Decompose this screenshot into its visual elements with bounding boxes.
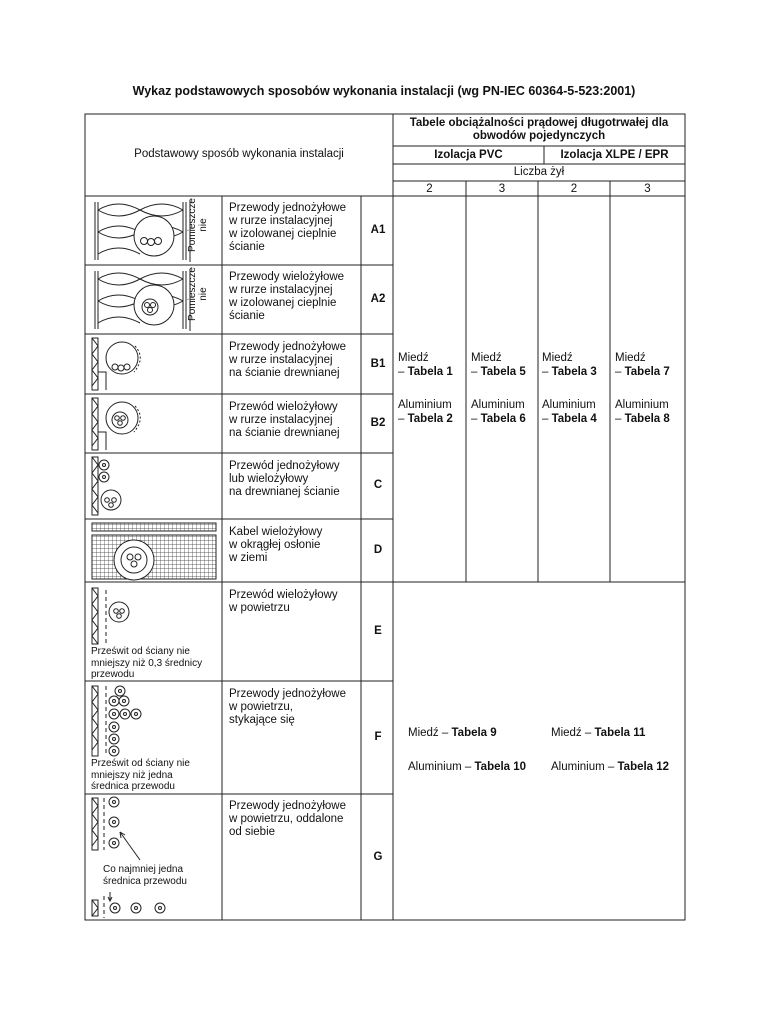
- cores-xlpe-3: 3: [644, 183, 651, 195]
- diagram-d: [92, 523, 216, 580]
- clearance-note: Prześwit od ściany nie mniejszy niż 0,3 średnicy przewodu: [91, 646, 203, 680]
- pvc-header: Izolacja PVC: [434, 149, 503, 161]
- tables-column-header: Tabele obciążalności prądowej długotrwałej dla obwodów pojedynczych: [409, 117, 669, 142]
- cores-pvc-2: 2: [426, 183, 433, 195]
- cores-xlpe-2: 2: [570, 183, 578, 195]
- method-code: F: [374, 731, 382, 743]
- room-label: Pomieszcze nie: [187, 267, 209, 321]
- xlpe-header: Izolacja XLPE / EPR: [560, 149, 669, 161]
- method-description: Przewody jednożyłowe w powietrzu, oddalone od siebie: [229, 800, 346, 838]
- diagram-a2: [95, 271, 186, 329]
- page-title: Wykaz podstawowych sposobów wykonania instalacji (wg PN-IEC 60364-5-523:2001): [132, 84, 636, 98]
- method-description: Przewód jednożyłowy lub wielożyłowy na drewnianej ścianie: [229, 460, 340, 498]
- ref-pvc2-copper: Miedź – Tabela 1: [398, 352, 453, 378]
- method-column-header: Podstawowy sposób wykonania instalacji: [134, 148, 344, 160]
- table-ref: Tabela 6: [480, 413, 526, 425]
- table-ref: Tabela 9: [451, 727, 497, 739]
- diagram-a1: [95, 202, 186, 260]
- table-ref: Tabela 4: [551, 413, 597, 425]
- method-description: Przewody jednożyłowe w rurze instalacyjnej w izolowanej cieplnie ścianie: [229, 202, 346, 253]
- ref-xlpe-aluminium-air: Aluminium – Tabela 12: [551, 761, 670, 773]
- diagram-c: [92, 457, 121, 515]
- method-code: C: [373, 479, 383, 491]
- method-code: D: [373, 544, 383, 556]
- method-description: Przewody wielożyłowe w rurze instalacyjnej w izolowanej cieplnie ścianie: [229, 271, 345, 322]
- ref-pvc-copper-air: Miedź – Tabela 9: [408, 727, 497, 739]
- table-ref: Tabela 11: [594, 727, 646, 739]
- ref-xlpe2-copper: Miedź – Tabela 3: [542, 352, 597, 378]
- method-code: G: [373, 851, 383, 863]
- table-ref: Tabela 10: [474, 761, 527, 773]
- aluminium-label: Aluminium: [542, 399, 596, 411]
- aluminium-label: Aluminium: [615, 399, 669, 411]
- ref-pvc3-copper: Miedź – Tabela 5: [471, 352, 526, 378]
- method-description: Przewód wielożyłowy w powietrzu: [229, 589, 338, 614]
- cores-label: Liczba żył: [513, 166, 565, 178]
- copper-label: Miedź: [471, 352, 502, 364]
- method-description: Przewód wielożyłowy w rurze instalacyjnej na ścianie drewnianej: [229, 401, 340, 439]
- table-ref: Tabela 7: [624, 366, 670, 378]
- ref-pvc3-aluminium: Aluminium – Tabela 6: [471, 399, 526, 425]
- method-description: Przewody jednożyłowe w powietrzu, stykające się: [229, 688, 346, 726]
- diagram-g: [92, 797, 165, 918]
- table-ref: Tabela 8: [624, 413, 670, 425]
- method-description: Przewody jednożyłowe w rurze instalacyjnej na ścianie drewnianej: [229, 341, 346, 379]
- aluminium-label: Aluminium: [471, 399, 525, 411]
- diagram-b1: [92, 338, 140, 390]
- copper-label: Miedź: [398, 352, 429, 364]
- table-ref: Tabela 12: [617, 761, 670, 773]
- method-code: E: [374, 625, 382, 637]
- cores-pvc-3: 3: [498, 183, 506, 195]
- aluminium-label: Aluminium: [398, 399, 452, 411]
- ref-xlpe-copper-air: Miedź – Tabela 11: [551, 727, 646, 739]
- table-ref: Tabela 1: [407, 366, 453, 378]
- method-code: A2: [370, 293, 386, 305]
- method-code: A1: [370, 224, 386, 236]
- ref-xlpe3-copper: Miedź – Tabela 7: [615, 352, 670, 378]
- clearance-note: Prześwit od ściany nie mniejszy niż jedna średnica przewodu: [91, 758, 190, 792]
- spacing-note: Co najmniej jedna średnica przewodu: [103, 864, 187, 887]
- ref-pvc-aluminium-air: Aluminium – Tabela 10: [408, 761, 527, 773]
- copper-label: Miedź: [542, 352, 573, 364]
- ref-xlpe3-aluminium: Aluminium – Tabela 8: [615, 399, 670, 425]
- method-code: B2: [370, 417, 386, 429]
- room-label: Pomieszcze nie: [187, 198, 209, 252]
- method-description: Kabel wielożyłowy w okrągłej osłonie w ziemi: [229, 526, 323, 564]
- ref-pvc2-aluminium: Aluminium – Tabela 2: [398, 399, 453, 425]
- table-ref: Tabela 2: [407, 413, 453, 425]
- table-ref: Tabela 3: [551, 366, 597, 378]
- diagram-e: [92, 588, 129, 644]
- method-code: B1: [370, 358, 386, 370]
- diagram-f: [92, 686, 141, 756]
- diagram-b2: [92, 398, 140, 450]
- copper-label: Miedź: [615, 352, 646, 364]
- ref-xlpe2-aluminium: Aluminium – Tabela 4: [542, 399, 597, 425]
- table-ref: Tabela 5: [480, 366, 526, 378]
